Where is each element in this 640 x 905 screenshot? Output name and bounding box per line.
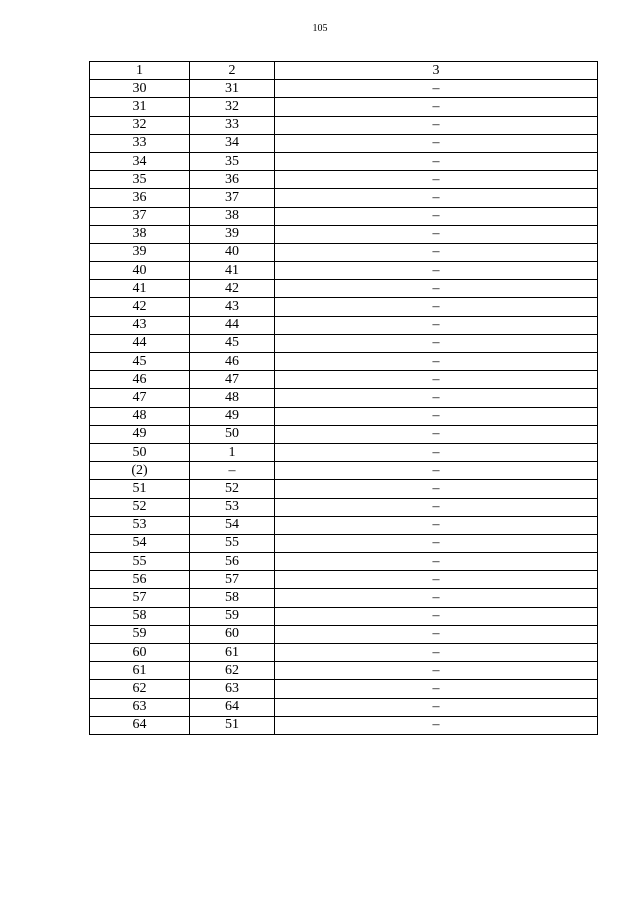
table-header-row <box>90 62 598 80</box>
table-cell-col3: – <box>275 553 598 571</box>
table-row <box>90 662 598 680</box>
table-cell-col2: 64 <box>190 698 275 716</box>
table-cell-col3: – <box>275 389 598 407</box>
page-number: 105 <box>312 23 328 34</box>
table-cell-col3: – <box>275 280 598 298</box>
table-row <box>90 225 598 243</box>
table-cell-col3: – <box>275 371 598 389</box>
table-cell-col1: 60 <box>90 644 190 662</box>
table-cell-col1: 46 <box>90 371 190 389</box>
table-row <box>90 625 598 643</box>
table-cell-col2: 48 <box>190 389 275 407</box>
table-cell-col2: 41 <box>190 262 275 280</box>
table-cell-col1: 55 <box>90 553 190 571</box>
table-cell-col1: 62 <box>90 680 190 698</box>
table-row <box>90 644 598 662</box>
table-cell-col1: 57 <box>90 589 190 607</box>
table-row <box>90 243 598 261</box>
table-cell-col2: 37 <box>190 189 275 207</box>
table-cell-col3: – <box>275 316 598 334</box>
table-cell-col1: 49 <box>90 425 190 443</box>
table-cell-col1: 48 <box>90 407 190 425</box>
table-cell-col2: 39 <box>190 225 275 243</box>
table-cell-col1: 39 <box>90 243 190 261</box>
table-cell-col2: 36 <box>190 171 275 189</box>
table-row <box>90 280 598 298</box>
table-cell-col1: 37 <box>90 207 190 225</box>
table-cell-col1: 43 <box>90 316 190 334</box>
table-row <box>90 716 598 734</box>
table-cell-col1: 36 <box>90 189 190 207</box>
table-cell-col1: 44 <box>90 334 190 352</box>
table-cell-col2: 62 <box>190 662 275 680</box>
table-row <box>90 534 598 552</box>
table-cell-col1: 56 <box>90 571 190 589</box>
table-cell-col1: 34 <box>90 152 190 170</box>
table-cell-col1: 51 <box>90 480 190 498</box>
table-cell-col1: 32 <box>90 116 190 134</box>
table-cell-col2: 42 <box>190 280 275 298</box>
table-cell-col3: – <box>275 407 598 425</box>
table-cell-col3: – <box>275 680 598 698</box>
data-table <box>89 61 598 735</box>
table-cell-col1: 41 <box>90 280 190 298</box>
table-cell-col2: 56 <box>190 553 275 571</box>
table-cell-col2: 54 <box>190 516 275 534</box>
table-cell-col3: – <box>275 189 598 207</box>
table-cell-col1: 38 <box>90 225 190 243</box>
table-row <box>90 353 598 371</box>
table-cell-col3: – <box>275 607 598 625</box>
table-row <box>90 462 598 480</box>
table-cell-col2: 33 <box>190 116 275 134</box>
table-cell-col1: 59 <box>90 625 190 643</box>
table-cell-col2: 1 <box>190 443 275 461</box>
table-row <box>90 480 598 498</box>
table-cell-col1: 40 <box>90 262 190 280</box>
table-cell-col2: 44 <box>190 316 275 334</box>
table-cell-col3: – <box>275 462 598 480</box>
table-cell-col1: 30 <box>90 80 190 98</box>
table-row <box>90 498 598 516</box>
table-row <box>90 134 598 152</box>
table-cell-col2: 61 <box>190 644 275 662</box>
table-cell-col1: 53 <box>90 516 190 534</box>
table-cell-col3: – <box>275 571 598 589</box>
table-cell-col3: – <box>275 480 598 498</box>
table-cell-col1: 63 <box>90 698 190 716</box>
table-row <box>90 516 598 534</box>
table-row <box>90 316 598 334</box>
table-cell-col1: 33 <box>90 134 190 152</box>
table-cell-col2: 40 <box>190 243 275 261</box>
table-cell-col1: 47 <box>90 389 190 407</box>
table-cell-col3: – <box>275 152 598 170</box>
table-cell-col2: 60 <box>190 625 275 643</box>
table-cell-col2: 52 <box>190 480 275 498</box>
table-cell-col2: 31 <box>190 80 275 98</box>
table-cell-col3: – <box>275 534 598 552</box>
table-cell-col2: 63 <box>190 680 275 698</box>
table-cell-col3: – <box>275 334 598 352</box>
table-cell-col1: 58 <box>90 607 190 625</box>
table-cell-col3: – <box>275 644 598 662</box>
table-row <box>90 371 598 389</box>
table-cell-col3: – <box>275 353 598 371</box>
table-row <box>90 262 598 280</box>
table-cell-col2: 59 <box>190 607 275 625</box>
table-cell-col2: 34 <box>190 134 275 152</box>
table-cell-col2: 50 <box>190 425 275 443</box>
table-cell-col3: – <box>275 716 598 734</box>
table-row <box>90 334 598 352</box>
table-cell-col2: 32 <box>190 98 275 116</box>
table-cell-col1: 42 <box>90 298 190 316</box>
table-row <box>90 189 598 207</box>
table-cell-col3: – <box>275 262 598 280</box>
table-cell-col3: – <box>275 298 598 316</box>
table-row <box>90 98 598 116</box>
table-cell-col3: – <box>275 207 598 225</box>
table-cell-col2: – <box>190 462 275 480</box>
table-cell-col3: – <box>275 80 598 98</box>
table-cell-col2: 53 <box>190 498 275 516</box>
table-cell-col2: 58 <box>190 589 275 607</box>
table-cell-col1: 64 <box>90 716 190 734</box>
table-cell-col3: – <box>275 425 598 443</box>
table-row <box>90 80 598 98</box>
table-cell-col1: 31 <box>90 98 190 116</box>
table-cell-col1: 50 <box>90 443 190 461</box>
table-row <box>90 152 598 170</box>
table-row <box>90 443 598 461</box>
table-cell-col2: 47 <box>190 371 275 389</box>
table-cell-col3: – <box>275 498 598 516</box>
table-row <box>90 553 598 571</box>
table-row <box>90 698 598 716</box>
table-cell-col2: 43 <box>190 298 275 316</box>
table-cell-col1: 45 <box>90 353 190 371</box>
table-cell-col3: – <box>275 134 598 152</box>
table-cell-col2: 49 <box>190 407 275 425</box>
table-cell-col3: – <box>275 225 598 243</box>
table-cell-col2: 35 <box>190 152 275 170</box>
table-cell-col3: – <box>275 698 598 716</box>
table-cell-col3: – <box>275 171 598 189</box>
table-cell-col3: – <box>275 662 598 680</box>
table-row <box>90 116 598 134</box>
column-header-3: 3 <box>275 62 598 80</box>
table-row <box>90 171 598 189</box>
table-cell-col2: 57 <box>190 571 275 589</box>
table-row <box>90 407 598 425</box>
table-cell-col1: 52 <box>90 498 190 516</box>
table-cell-col1: 61 <box>90 662 190 680</box>
table-cell-col3: – <box>275 443 598 461</box>
table-cell-col1: 35 <box>90 171 190 189</box>
column-header-1: 1 <box>90 62 190 80</box>
table-cell-col1: (2) <box>90 462 190 480</box>
table-row <box>90 207 598 225</box>
table-row <box>90 607 598 625</box>
table-cell-col2: 55 <box>190 534 275 552</box>
table-row <box>90 298 598 316</box>
table-cell-col3: – <box>275 625 598 643</box>
table-cell-col3: – <box>275 589 598 607</box>
table-cell-col2: 46 <box>190 353 275 371</box>
table-row <box>90 680 598 698</box>
table-cell-col1: 54 <box>90 534 190 552</box>
table-cell-col2: 45 <box>190 334 275 352</box>
table-cell-col3: – <box>275 98 598 116</box>
table-body <box>90 80 598 735</box>
table-cell-col3: – <box>275 116 598 134</box>
table-row <box>90 589 598 607</box>
table-row <box>90 389 598 407</box>
table-row <box>90 425 598 443</box>
table-cell-col2: 38 <box>190 207 275 225</box>
table-cell-col3: – <box>275 243 598 261</box>
column-header-2: 2 <box>190 62 275 80</box>
table-cell-col2: 51 <box>190 716 275 734</box>
table-cell-col3: – <box>275 516 598 534</box>
table-row <box>90 571 598 589</box>
